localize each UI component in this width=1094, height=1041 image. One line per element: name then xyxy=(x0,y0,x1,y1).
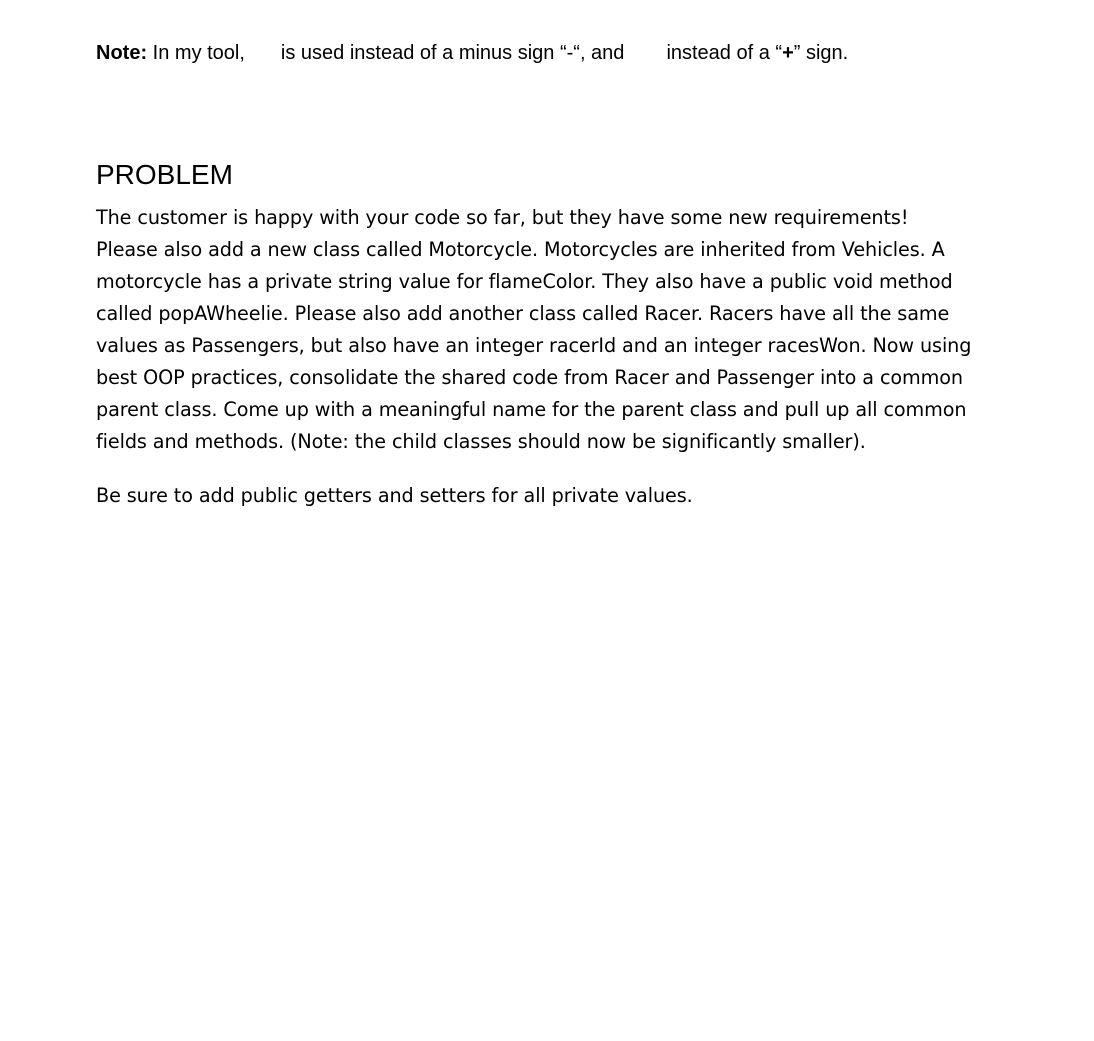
note-text-2: is used instead of a minus sign “-“, and xyxy=(280,42,625,64)
problem-paragraph xyxy=(96,202,1006,458)
problem-line: The customer is happy with your code so far, but they have some new requirements! xyxy=(96,206,909,229)
problem-line: values as Passengers, but also have an integer racerId and an integer racesWon. Now using xyxy=(96,334,972,357)
note-label: Note: xyxy=(96,42,148,64)
note-text-3b: ” sign. xyxy=(793,42,849,64)
note-text-1: In my tool, xyxy=(147,42,245,64)
reminder-text: Be sure to add public getters and setters for all private values. xyxy=(96,484,693,507)
note-text-3a: instead of a “ xyxy=(666,42,783,64)
problem-heading: PROBLEM xyxy=(96,159,233,190)
note-line xyxy=(96,40,848,66)
problem-line: motorcycle has a private string value for flameColor. They also have a public void method xyxy=(96,270,953,293)
problem-line: parent class. Come up with a meaningful name for the parent class and pull up all common xyxy=(96,398,967,421)
problem-line: fields and methods. (Note: the child classes should now be significantly smaller). xyxy=(96,430,866,453)
problem-line: Please also add a new class called Motorcycle. Motorcycles are inherited from Vehicles. A xyxy=(96,238,945,261)
problem-line: best OOP practices, consolidate the shared code from Racer and Passenger into a common xyxy=(96,366,963,389)
problem-line: called popAWheelie. Please also add another class called Racer. Racers have all the same xyxy=(96,302,950,325)
note-plus-sign: + xyxy=(782,42,794,64)
